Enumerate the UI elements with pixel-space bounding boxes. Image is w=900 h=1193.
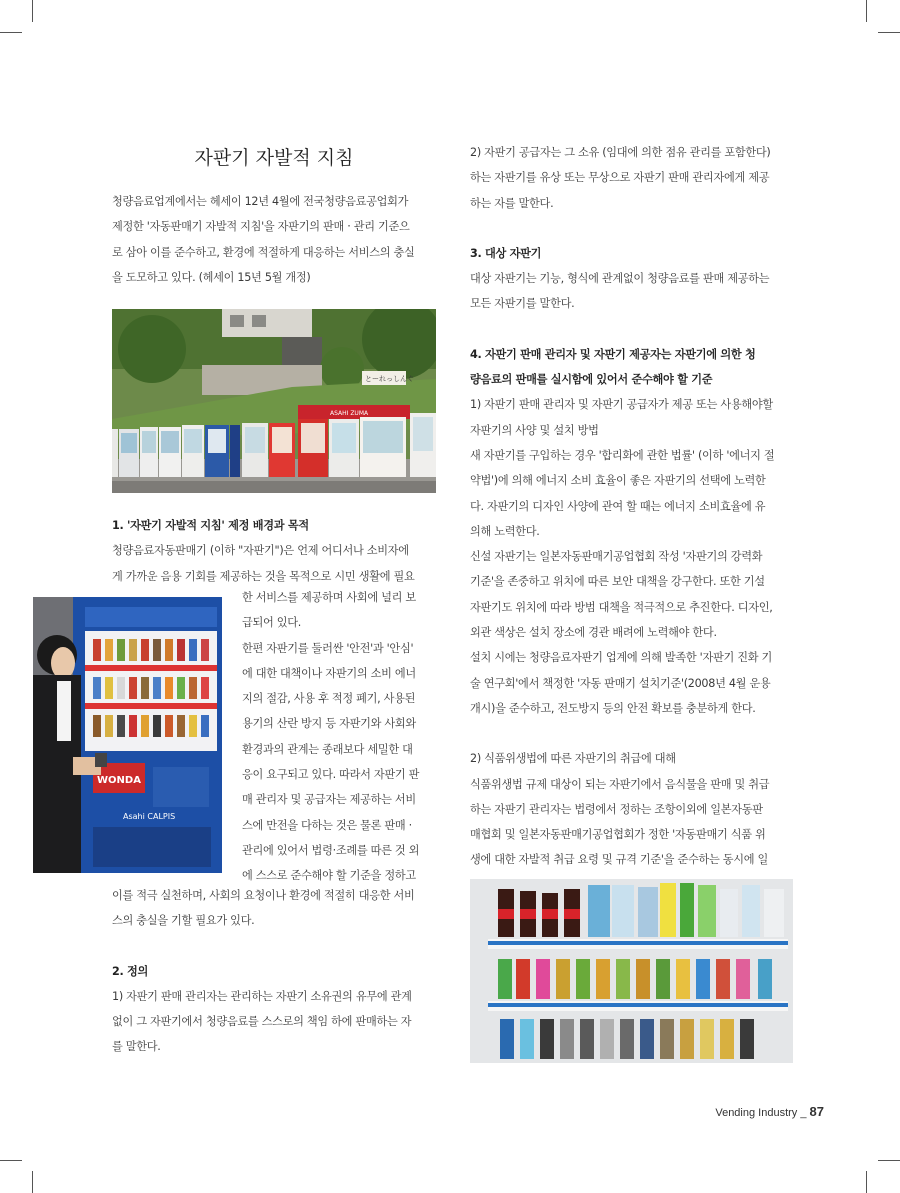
text-line: 하는 자판기 관리자는 법령에서 정하는 조항이외에 일본자동판 (470, 802, 763, 816)
text-line: 응이 요구되고 있다. 따라서 자판기 판 (242, 768, 420, 782)
text-line: 약법')에 의해 에너지 소비 효율이 좋은 자판기의 선택에 노력한 (470, 474, 766, 488)
section-heading: 량음료의 판매를 실시함에 있어서 준수해야 할 기준 (470, 373, 713, 387)
text-line: 로 삼아 이를 준수하고, 환경에 적절하게 대응하는 서비스의 충실 (112, 245, 415, 259)
text-line: 개시)을 준수하고, 전도방지 등의 안전 확보를 충분하게 한다. (470, 701, 756, 715)
crop-mark (32, 0, 33, 22)
text-line: 다. 자판기의 디자인 사양에 관여 할 때는 에너지 소비효율에 유 (470, 499, 766, 513)
crop-mark (0, 32, 22, 33)
photo1-awning: ASAHI ZUMA (330, 410, 369, 417)
text-line: 설치 시에는 청량음료자판기 업계에 의해 발족한 '자판기 진화 기 (470, 651, 773, 665)
text-line: 매 관리자 및 공급자는 제공하는 서비 (242, 793, 416, 807)
text-line: 없이 그 자판기에서 청량음료를 스스로의 책임 하에 판매하는 자 (112, 1015, 412, 1029)
section-1 (112, 513, 442, 589)
page-title: 자판기 자발적 지침 (194, 147, 354, 169)
text-line: 용기의 산란 방지 등 자판기와 사회와 (242, 717, 416, 731)
vending-machine-shelves-photo (470, 879, 793, 1063)
intro-paragraph (112, 189, 442, 290)
text-line: 식품위생법 규제 대상이 되는 자판기에서 음식물을 판매 및 취급 (470, 777, 770, 791)
text-line: 청량음료업계에서는 헤세이 12년 4월에 전국청량음료공업회가 (112, 195, 409, 208)
text-line: 하는 자판기를 유상 또는 무상으로 자판기 판매 관리자에게 제공 (470, 171, 770, 185)
text-line: 술 연구회'에서 책정한 '자동 판매기 설치기준'(2008년 4월 운용 (470, 676, 771, 690)
photo1-sign: とーれっしんぐ (365, 375, 414, 383)
crop-mark (32, 1171, 33, 1193)
text-line: 청량음료자동판매기 (이하 "자판기")은 언제 어디서나 소비자에 (112, 544, 409, 558)
text-line: 새 자판기를 구입하는 경우 '합리화에 관한 법률' (이하 '에너지 절 (470, 448, 775, 462)
page-number: 87 (809, 1104, 824, 1119)
crop-mark (0, 1160, 22, 1161)
text-line: 관리에 있어서 법령·조례를 따른 것 외 (242, 843, 420, 857)
section-heading: 3. 대상 자판기 (470, 246, 542, 260)
text-line: 1) 자판기 판매 관리자 및 자판기 공급자가 제공 또는 사용해야할 (470, 398, 773, 412)
text-line: 환경과의 관계는 종래보다 세밀한 대 (242, 742, 413, 756)
text-line: 2) 식품위생법에 따른 자판기의 취급에 대해 (470, 752, 676, 766)
section-heading: 2. 정의 (112, 964, 149, 978)
text-line: 자판기도 위치에 따라 방범 대책을 적극적으로 추진한다. 디자인, (470, 600, 773, 614)
text-line: 의해 노력한다. (470, 524, 540, 538)
section-1-end (112, 883, 442, 1060)
text-line: 게 가까운 음용 기회를 제공하는 것을 목적으로 시민 생활에 필요 (112, 569, 415, 583)
text-line: 1) 자판기 판매 관리자는 관리하는 자판기 소유권의 유무에 관계 (112, 989, 412, 1003)
text-line: 를 말한다. (112, 1040, 161, 1054)
text-line: 급되어 있다. (242, 616, 302, 630)
text-line: 매협회 및 일본자동판매기공업협회가 정한 '자동판매기 식품 위 (470, 828, 766, 842)
text-line: 스에 만전을 다하는 것은 물론 판매 · (242, 818, 412, 832)
text-line: 에 대한 대책이나 자판기의 소비 에너 (242, 666, 416, 680)
text-line: 한 서비스를 제공하며 사회에 널리 보 (242, 591, 416, 604)
text-line: 2) 자판기 공급자는 그 소유 (임대에 의한 점유 관리를 포함한다) (470, 146, 771, 159)
footer-text: Vending Industry _ (715, 1107, 807, 1119)
photo2-brand: WONDA (97, 775, 141, 786)
text-line: 지의 절감, 사용 후 적정 폐기, 사용된 (242, 692, 416, 706)
vending-machines-street-photo (112, 309, 436, 493)
text-line: 한편 자판기를 둘러싼 '안전'과 '안심' (242, 641, 414, 655)
photo2-brand2: Asahi CALPIS (123, 812, 176, 821)
right-column (470, 140, 800, 873)
text-line: 기준'을 존중하고 위치에 따른 보안 대책을 강구한다. 또한 기설 (470, 575, 765, 589)
section-heading: 1. '자판기 자발적 지침' 제정 배경과 목적 (112, 519, 309, 532)
text-line: 하는 자를 말한다. (470, 196, 554, 210)
page-footer (715, 1104, 824, 1119)
crop-mark (878, 1160, 900, 1161)
text-line: 자판기의 사양 및 설치 방법 (470, 423, 599, 437)
text-line: 신설 자판기는 일본자동판매기공업협회 작성 '자판기의 강력화 (470, 550, 763, 564)
text-line: 이를 적극 실천하며, 사회의 요청이나 환경에 적절히 대응한 서비 (112, 889, 415, 902)
crop-mark (866, 0, 867, 22)
text-line: 모든 자판기를 말한다. (470, 297, 575, 311)
section-1-wrapped-text (242, 585, 436, 889)
person-vending-machine-photo (33, 597, 222, 873)
text-line: 생에 대한 자발적 취급 요령 및 규격 기준'을 준수하는 동시에 일 (470, 853, 769, 867)
text-line: 제정한 '자동판매기 자발적 지침'을 자판기의 판매 · 관리 기준으 (112, 220, 410, 234)
text-line: 을 도모하고 있다. (헤세이 15년 5월 개정) (112, 270, 311, 284)
text-line: 에 스스로 준수해야 할 기준을 정하고 (242, 869, 416, 883)
section-heading: 4. 자판기 판매 관리자 및 자판기 제공자는 자판기에 의한 청 (470, 347, 756, 361)
crop-mark (878, 32, 900, 33)
text-line: 외관 색상은 설치 장소에 경관 배려에 노력해야 한다. (470, 626, 717, 640)
crop-mark (866, 1171, 867, 1193)
text-line: 대상 자판기는 기능, 형식에 관계없이 청량음료를 판매 제공하는 (470, 272, 770, 286)
text-line: 스의 충실을 기할 필요가 있다. (112, 914, 255, 928)
